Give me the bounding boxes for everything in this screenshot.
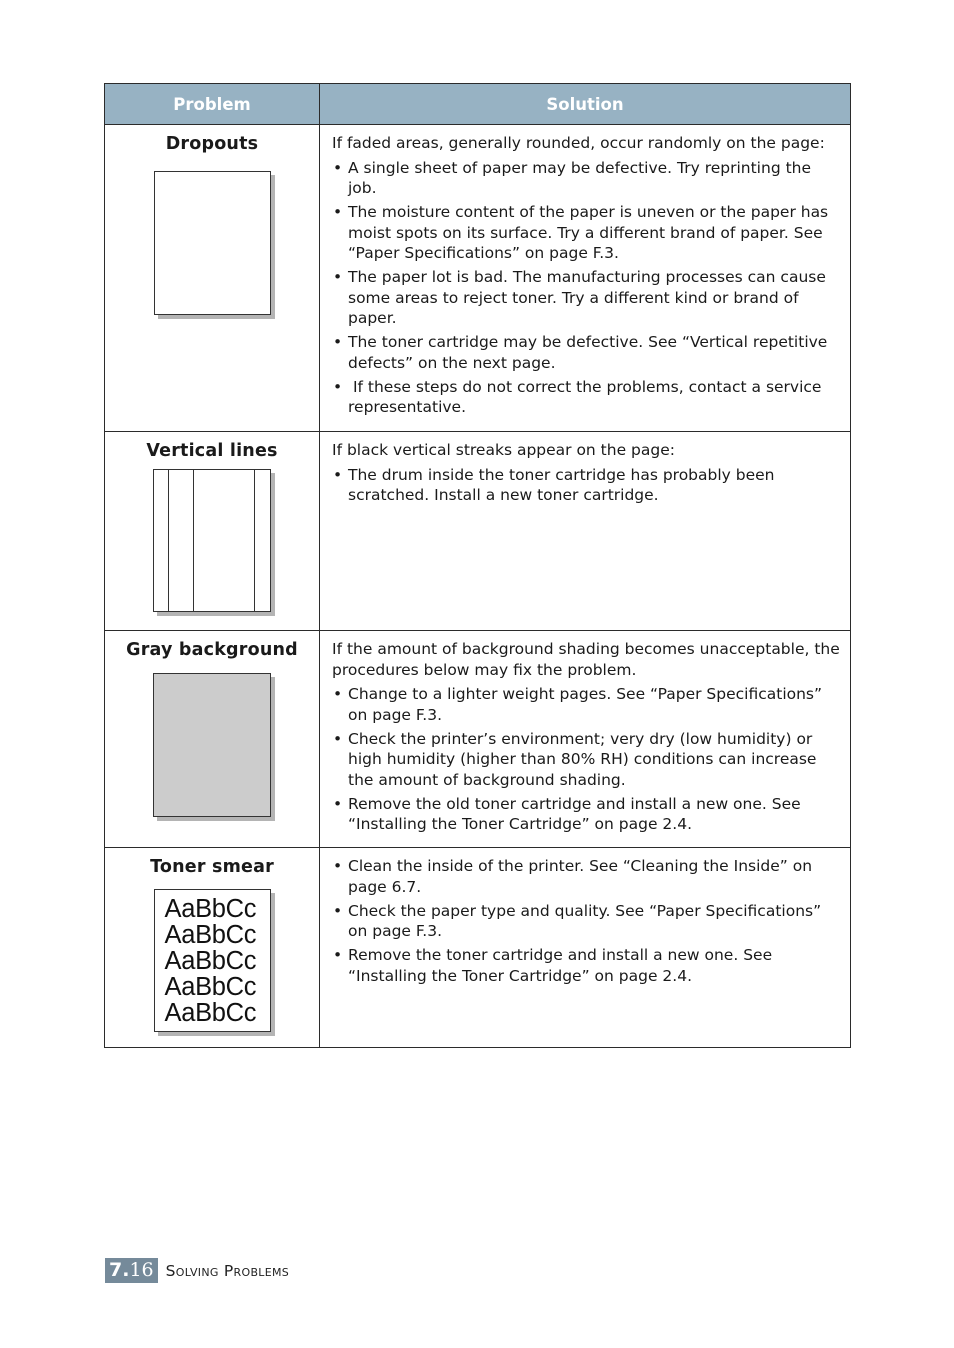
page-footer: [105, 1258, 289, 1283]
streak-line: [168, 470, 169, 611]
problem-cell: [105, 631, 320, 848]
solution-cell: [320, 631, 851, 848]
table-header-row: [105, 84, 851, 125]
solution-column-header: Solution: [320, 84, 851, 125]
list-item: • Clean the inside of the printer. See “Cleaning the Inside” on page 6.7.: [332, 856, 840, 897]
list-item: • The moisture content of the paper is uneven or the paper has moist spots on its surface. Try a different brand of paper. See “Paper Specifications” on page F.3.: [332, 202, 840, 264]
streak-line: [254, 470, 255, 611]
sample-text-line: AaBbCc: [164, 895, 257, 923]
page-number: 16: [129, 1259, 154, 1281]
problem-column-header: Problem: [105, 84, 320, 125]
solution-cell: [320, 848, 851, 1048]
list-item: • The drum inside the toner cartridge has probably been scratched. Install a new toner cartridge.: [332, 465, 840, 506]
solution-cell: [320, 125, 851, 432]
dropouts-sample-sheet: [154, 171, 271, 315]
list-item: • Remove the old toner cartridge and install a new one. See “Installing the Toner Cartridge” on page 2.4.: [332, 794, 840, 835]
problem-title: Vertical lines: [146, 441, 278, 461]
troubleshooting-table: [104, 83, 851, 1048]
problem-title: Gray background: [126, 640, 298, 660]
list-item: • Check the paper type and quality. See “Paper Specifications” on page F.3.: [332, 901, 840, 942]
table-row-gray-background: [105, 631, 851, 848]
table-row-toner-smear: [105, 848, 851, 1048]
list-item: • Change to a lighter weight pages. See “Paper Specifications” on page F.3.: [332, 684, 840, 725]
list-item: • The toner cartridge may be defective. See “Vertical repetitive defects” on the next page.: [332, 332, 840, 373]
sample-text-line: AaBbCc: [164, 947, 257, 975]
solution-cell: [320, 432, 851, 631]
list-item: • If these steps do not correct the problems, contact a service representative.: [332, 377, 840, 418]
solution-intro: If faded areas, generally rounded, occur randomly on the page:: [332, 134, 825, 152]
page-number-badge: [105, 1258, 158, 1283]
problem-cell: [105, 125, 320, 432]
problem-title: Dropouts: [165, 134, 259, 154]
chapter-number: 7.: [109, 1259, 130, 1281]
gray-background-sample-sheet: [153, 673, 271, 817]
problem-cell: [105, 432, 320, 631]
solution-intro: If black vertical streaks appear on the page:: [332, 441, 675, 459]
solution-list: [332, 158, 840, 418]
list-item: • Remove the toner cartridge and install a new one. See “Installing the Toner Cartridge” on page 2.4.: [332, 945, 840, 986]
toner-smear-sample-sheet: [154, 889, 271, 1032]
table-row-dropouts: [105, 125, 851, 432]
solution-list: [332, 465, 840, 506]
list-item: • Check the printer’s environment; very dry (low humidity) or high humidity (higher than 80% RH) conditions can increase the amount of background shading.: [332, 729, 840, 791]
solution-list: [332, 856, 840, 986]
sample-text-line: AaBbCc: [164, 999, 257, 1027]
problem-cell: [105, 848, 320, 1048]
sample-text-line: AaBbCc: [164, 973, 257, 1001]
table-row-vertical-lines: [105, 432, 851, 631]
sample-text-line: AaBbCc: [164, 921, 257, 949]
streak-line: [193, 470, 194, 611]
solution-list: [332, 684, 840, 835]
list-item: • A single sheet of paper may be defective. Try reprinting the job.: [332, 158, 840, 199]
solution-intro: If the amount of background shading becomes unacceptable, the procedures below may fix the problem.: [332, 640, 840, 679]
chapter-title: Solving Problems: [165, 1261, 290, 1280]
problem-title: Toner smear: [150, 857, 274, 877]
list-item: • The paper lot is bad. The manufacturing processes can cause some areas to reject toner. Try a different kind or brand of paper.: [332, 267, 840, 329]
vertical-lines-sample-sheet: [153, 469, 271, 612]
